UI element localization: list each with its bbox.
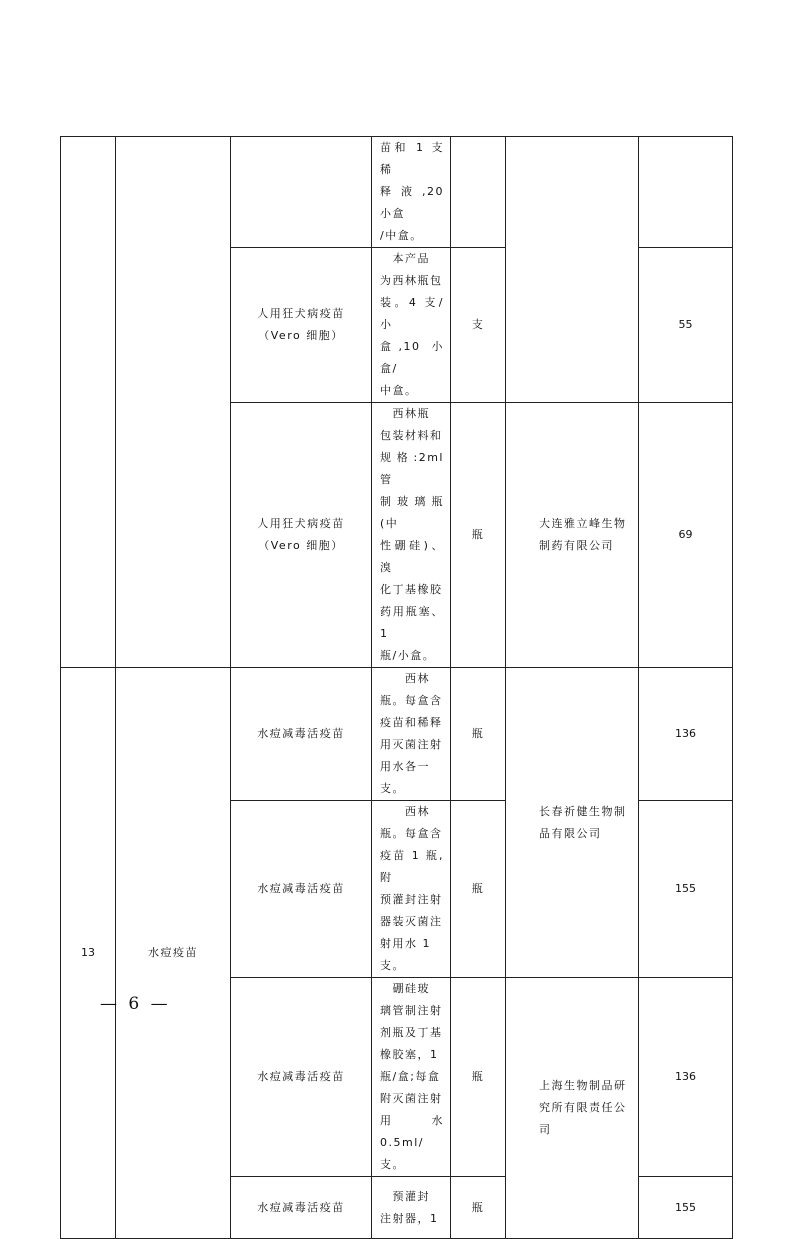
product-name-cell — [231, 978, 372, 1177]
manufacturer-cell — [506, 978, 639, 1239]
spec-cell — [372, 403, 451, 668]
product-name: 人用狂犬病疫苗 （Vero 细胞） — [257, 517, 345, 552]
unit-text: 瓶 — [471, 1200, 485, 1214]
unit-cell — [451, 978, 506, 1177]
row-index: 13 — [81, 946, 95, 959]
product-name: 水痘减毒活疫苗 — [257, 1070, 345, 1083]
product-name-cell — [231, 403, 372, 668]
unit-text: 瓶 — [471, 727, 485, 740]
unit-text: 支 — [471, 318, 485, 331]
manufacturer-name: 上海生物制品研 究所有限责任公司 — [539, 1079, 627, 1136]
product-name: 人用狂犬病疫苗 （Vero 细胞） — [257, 307, 345, 342]
spec-text: 西林 瓶。每盒含 疫苗和稀释 用灭菌注射 用水各一 支。 — [380, 672, 443, 795]
page-number: — 6 — — [100, 994, 171, 1014]
unit-cell — [451, 1177, 506, 1239]
index-cell — [61, 668, 116, 1239]
unit-cell — [451, 137, 506, 248]
unit-text: 瓶 — [471, 1070, 485, 1083]
manufacturer-name: 大连雅立峰生物 制药有限公司 — [539, 517, 627, 552]
product-name-cell — [231, 1177, 372, 1239]
spec-cell — [372, 1177, 451, 1239]
product-name: 水痘减毒活疫苗 — [257, 1200, 345, 1214]
table-row — [61, 668, 733, 801]
product-name-cell — [231, 801, 372, 978]
price-text: 55 — [678, 318, 693, 331]
table-row — [61, 137, 733, 248]
spec-text: 硼硅玻 璃管制注射 剂瓶及丁基 橡胶塞，1 瓶/盒;每盒 附灭菌注射 用水 0.5ml/ 支。 — [380, 982, 444, 1171]
manufacturer-cell — [506, 137, 639, 403]
unit-cell — [451, 248, 506, 403]
unit-text: 瓶 — [471, 528, 485, 541]
price-cell — [639, 978, 733, 1177]
price-text: 155 — [675, 882, 696, 895]
product-name: 水痘减毒活疫苗 — [257, 882, 345, 895]
spec-text: 苗和 1 支稀 释液,20 小盒 /中盒。 — [380, 141, 444, 242]
spec-text: 西林 瓶。每盒含 疫苗 1 瓶,附 预灌封注射 器装灭菌注 射用水 1 支。 — [380, 805, 444, 972]
price-cell — [639, 137, 733, 248]
spec-cell — [372, 137, 451, 248]
unit-text: 瓶 — [471, 882, 485, 895]
product-name: 水痘减毒活疫苗 — [257, 727, 345, 740]
manufacturer-cell — [506, 403, 639, 668]
price-text: 69 — [678, 528, 693, 541]
spec-text: 预灌封 注射器，1 — [380, 1189, 439, 1225]
spec-cell — [372, 978, 451, 1177]
vaccine-price-table — [60, 136, 733, 1239]
spec-cell — [372, 801, 451, 978]
price-cell — [639, 403, 733, 668]
price-cell — [639, 801, 733, 978]
product-name-cell — [231, 137, 372, 248]
manufacturer-cell — [506, 668, 639, 978]
spec-cell — [372, 668, 451, 801]
unit-cell — [451, 801, 506, 978]
spec-cell — [372, 248, 451, 403]
price-text: 136 — [675, 1070, 696, 1083]
unit-cell — [451, 403, 506, 668]
price-cell — [639, 1177, 733, 1239]
manufacturer-name: 长春祈健生物制 品有限公司 — [539, 804, 627, 840]
product-name-cell — [231, 248, 372, 403]
price-text: 155 — [675, 1200, 696, 1214]
price-cell — [639, 668, 733, 801]
spec-text: 本产品 为西林瓶包 装。4 支/小 盒,10 小盒/ 中盒。 — [380, 252, 444, 397]
category-cell — [116, 137, 231, 668]
unit-cell — [451, 668, 506, 801]
category-name: 水痘疫苗 — [148, 946, 198, 959]
product-name-cell — [231, 668, 372, 801]
spec-text: 西林瓶 包装材料和 规格:2ml 管 制玻璃瓶(中 性硼硅)、溴 化丁基橡胶 药用瓶塞、1 瓶/小盒。 — [380, 407, 444, 662]
category-cell — [116, 668, 231, 1239]
index-cell — [61, 137, 116, 668]
price-text: 136 — [675, 727, 696, 740]
price-cell — [639, 248, 733, 403]
